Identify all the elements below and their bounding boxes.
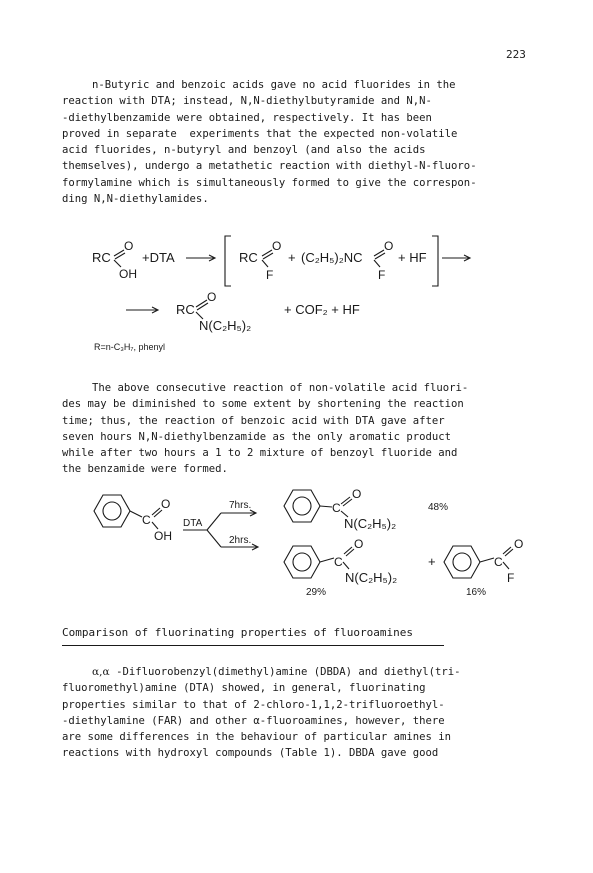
text-line: acid fluorides, n-butyryl and benzoyl (and also the acids [62,144,426,157]
yield-29-label: 29% [306,587,327,598]
acid-carbon-label: C [142,513,151,527]
heading-underline [62,645,444,646]
text-line: formylamine which is simultaneously formed to give the correspon- [62,176,477,189]
text-line: des may be diminished to some extent by shortening the reaction [62,398,464,411]
text-line: time; thus, the reaction of benzoic acid with DTA gave after [62,414,445,427]
dta-reagent-label: +DTA [142,250,175,265]
text-line: -diethylamine (FAR) and other α-fluoroamines, however, there [62,714,445,727]
text-line: proved in separate experiments that the expected non-volatile [62,127,458,140]
acyl-carbon-label: C [494,555,503,569]
amide-carbon-label: C [332,501,341,515]
byproducts-label: + COF₂ + HF [284,302,360,317]
hydroxyl-label: OH [119,267,137,281]
text-line: are some differences in the behaviour of particular amines in [62,731,452,744]
carbonyl-o-label: O [161,497,171,511]
text-line: reaction with DTA; instead, N,N-diethylbutyramide and N,N- [62,95,432,108]
carbonyl-o-label: O [384,239,394,253]
text-line: -diethylbenzamide were obtained, respectively. It has been [62,111,432,124]
alpha-prefix: α,α [92,666,110,678]
text-line: properties similar to that of 2-chloro-1,1,2-trifluoroethyl- [62,698,445,711]
fluorine-label: F [507,571,515,585]
text-line: ding N,N-diethylamides. [62,193,209,206]
amide-nitrogen-label: N(C₂H₅)₂ [199,318,252,333]
text-line-rest: -Difluorobenzyl(dimethyl)amine (DBDA) and diethyl(tri- [109,666,461,678]
plus-sign: + [428,554,436,569]
two-hours-label: 2hrs. [229,535,252,546]
yield-16-label: 16% [466,587,487,598]
text-line: fluoromethyl)amine (DTA) showed, in general, fluorinating [62,682,426,695]
carbonyl-o-label: O [514,537,524,551]
text-line: The above consecutive reaction of non-volatile acid fluori- [92,382,469,394]
carbonyl-o-label: O [207,290,217,304]
r-group-note: R=n-C₃H₇, phenyl [94,342,166,352]
carbonyl-o-label: O [354,537,364,551]
text-line: the benzamide were formed. [62,463,228,476]
carbonyl-o-label: O [272,239,282,253]
hf-label: + HF [398,250,427,265]
seven-hours-label: 7hrs. [229,500,252,511]
reaction-scheme-2 [0,482,593,602]
section-heading: Comparison of fluorinating properties of fluoroamines [62,626,413,639]
text-line [62,664,552,680]
amide-nitrogen-label: N(C₂H₅)₂ [345,570,398,585]
fluorine-label: F [378,268,386,282]
text-line: seven hours N,N-diethylbenzamide as the only aromatic product [62,430,452,443]
hydroxyl-label: OH [154,529,172,543]
dta-reagent-label: DTA [183,518,203,529]
amide-nitrogen-label: N(C₂H₅)₂ [344,516,397,531]
text-line: themselves), undergo a metathetic reaction with diethyl-N-fluoro- [62,160,477,173]
acyl-fluoride-rc-label: RC [239,250,258,265]
text-line: reactions with hydroxyl compounds (Table 1). DBDA gave good [62,747,439,760]
page-number: 223 [506,48,526,61]
amide-carbon-label: C [334,555,343,569]
paragraph-fluoroamines [62,664,552,762]
carbonyl-o-label: O [124,239,134,253]
paragraph-acid-fluorides [62,77,552,207]
plus-sign: + [288,250,296,265]
reaction-scheme-1 [0,228,593,358]
yield-48-label: 48% [428,502,449,513]
fluorine-label: F [266,268,274,282]
carbonyl-o-label: O [352,487,362,501]
text-line: n-Butyric and benzoic acids gave no acid fluorides in the [92,79,456,91]
acid-rc-label: RC [92,250,111,265]
paragraph-consecutive-reaction [62,380,552,478]
text-line: while after two hours a 1 to 2 mixture of benzoyl fluoride and [62,447,458,460]
amide-rc-label: RC [176,302,195,317]
formylamine-label: (C₂H₅)₂NC [301,250,363,265]
